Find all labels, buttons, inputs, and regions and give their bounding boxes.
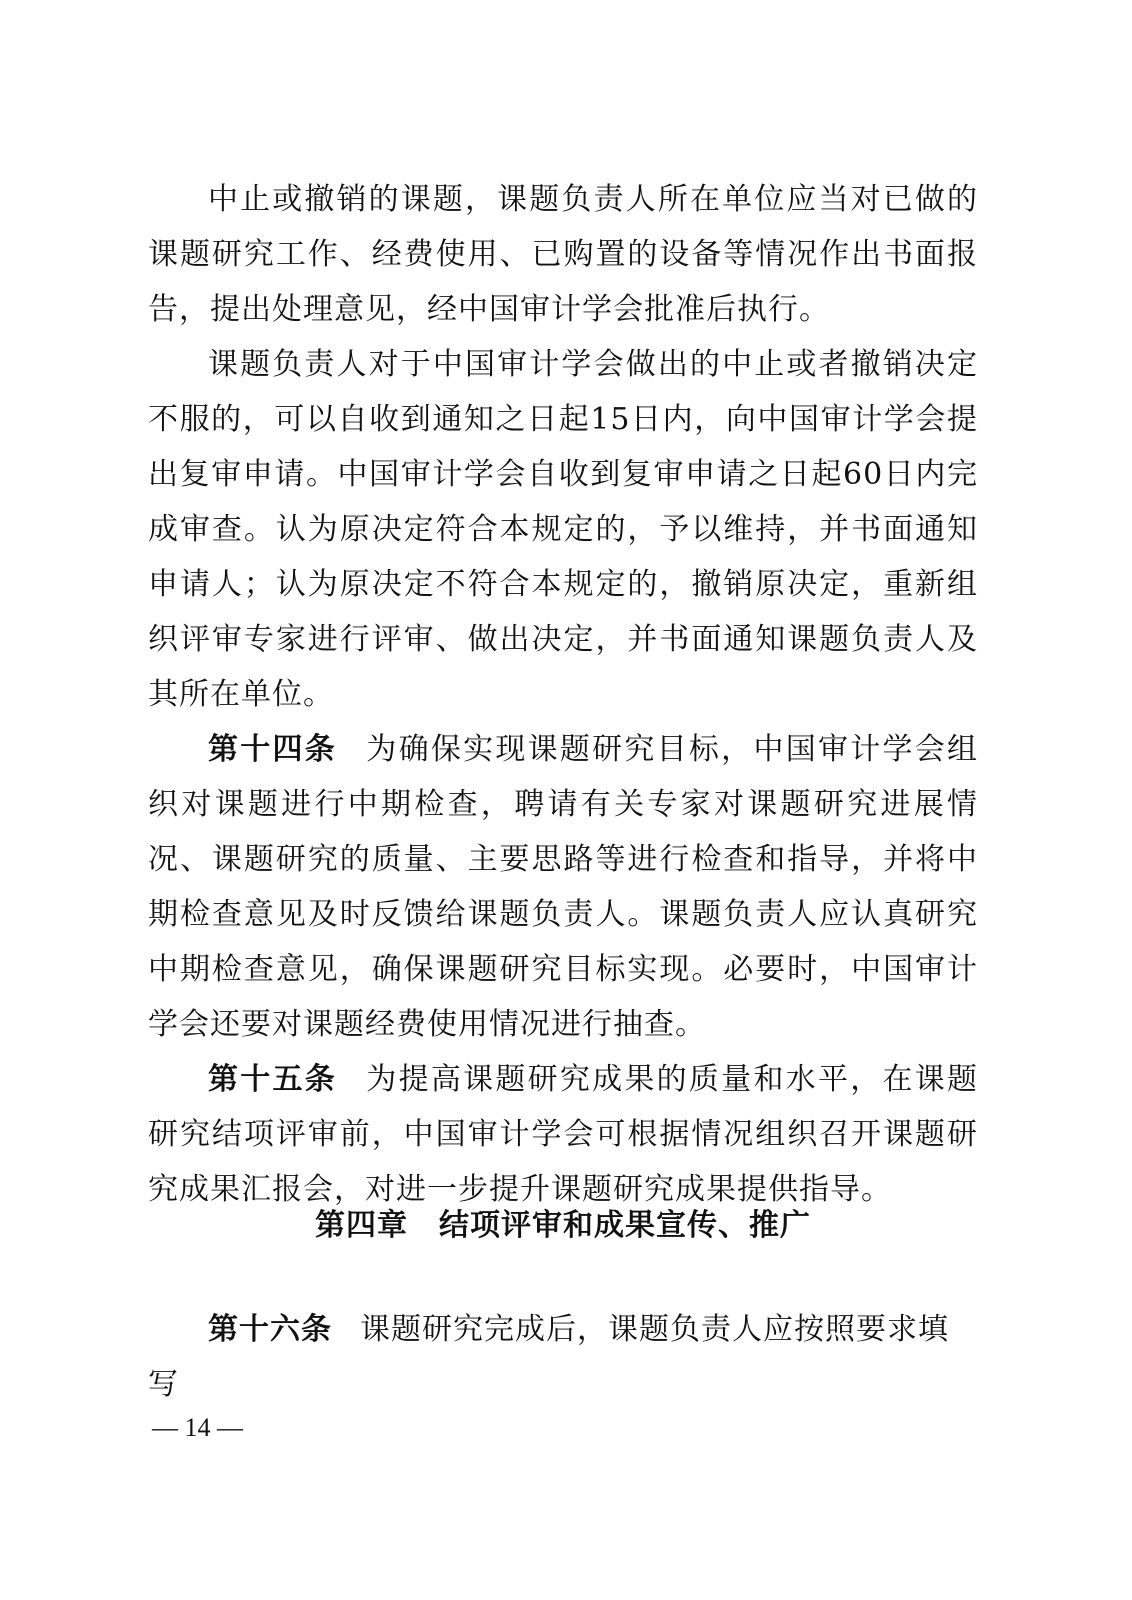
article-16-title: 第十六条 xyxy=(208,1312,332,1347)
article-15-title: 第十五条 xyxy=(208,1062,338,1097)
article-14 xyxy=(148,722,978,1052)
article-16-block xyxy=(148,1302,978,1412)
paragraph-review-application: 课题负责人对于中国审计学会做出的中止或者撤销决定不服的，可以自收到通知之日起15日内，向中国审计学会提出复审申请。中国审计学会自收到复审申请之日起60日内完成审查。认为原决定符合本规定的，予以维持，并书面通知申请人；认为原决定不符合本规定的，撤销原决定，重新组织评审专家进行评审、做出决定，并书面通知课题负责人及其所在单位。 xyxy=(148,347,978,712)
article-16-text: 课题研究完成后，课题负责人应按照要求填写 xyxy=(148,1312,949,1402)
body-text xyxy=(148,172,978,1217)
article-16 xyxy=(148,1302,978,1412)
paragraph-termination-report: 中止或撤销的课题，课题负责人所在单位应当对已做的课题研究工作、经费使用、已购置的设备等情况作出书面报告，提出处理意见，经中国审计学会批准后执行。 xyxy=(148,182,978,327)
page-number: — 14 — xyxy=(152,1413,243,1442)
article-14-title: 第十四条 xyxy=(208,732,338,767)
article-14-text: 为确保实现课题研究目标，中国审计学会组织对课题进行中期检查，聘请有关专家对课题研究进展情况、课题研究的质量、主要思路等进行检查和指导，并将中期检查意见及时反馈给课题负责人。课题负责人应认真研究中期检查意见，确保课题研究目标实现。必要时，中国审计学会还要对课题经费使用情况进行抽查。 xyxy=(148,732,979,1042)
article-15-text: 为提高课题研究成果的质量和水平，在课题研究结项评审前，中国审计学会可根据情况组织召开课题研究成果汇报会，对进一步提升课题研究成果提供指导。 xyxy=(148,1062,979,1207)
chapter-heading: 第四章 结项评审和成果宣传、推广 xyxy=(315,1208,811,1243)
article-15 xyxy=(148,1052,978,1217)
